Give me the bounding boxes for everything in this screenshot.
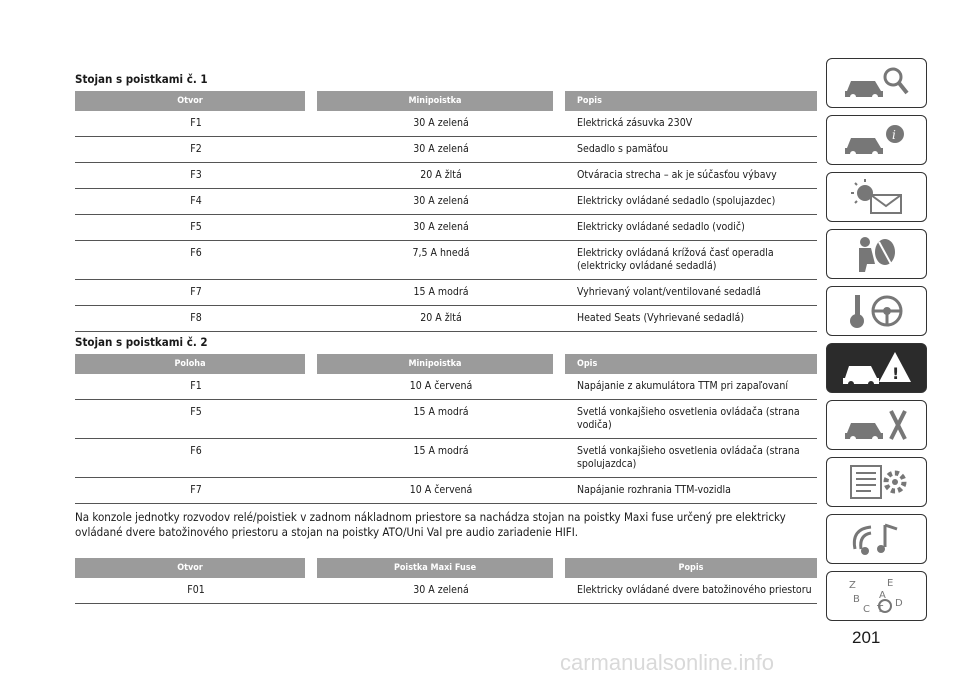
col-header-popis: Popis (565, 558, 817, 578)
table-row (75, 400, 817, 439)
cell-fuse: 30 A zelená (317, 189, 565, 215)
cell-slot: F6 (75, 439, 317, 478)
table-row (75, 478, 817, 504)
col-header-poloha: Poloha (75, 354, 317, 374)
cell-fuse: 20 A žltá (317, 163, 565, 189)
cell-description: Elektricky ovládané sedadlo (spolujazdec) (565, 189, 817, 215)
car-breakdown-icon (841, 348, 913, 388)
table-row (75, 374, 817, 400)
col-header-otvor: Otvor (75, 91, 317, 111)
svg-text:Z: Z (848, 580, 856, 591)
cell-fuse: 30 A zelená (317, 578, 565, 604)
table-row (75, 439, 817, 478)
main-content (75, 72, 817, 607)
tab-warning-lights[interactable] (826, 172, 927, 222)
tab-car-info[interactable] (826, 115, 927, 165)
page-number: 201 (852, 628, 881, 647)
cell-description: Napájanie rozhrania TTM-vozidla (565, 478, 817, 504)
svg-text:!: ! (891, 364, 899, 383)
table-row (75, 137, 817, 163)
fuse-table-2 (75, 354, 817, 504)
cell-description: Elektricky ovládané dvere batožinového priestoru (565, 578, 817, 604)
cell-fuse: 15 A modrá (317, 400, 565, 439)
table-row (75, 215, 817, 241)
cell-slot: F1 (75, 374, 317, 400)
technical-data-gear-icon (841, 462, 913, 502)
fuse-table-1 (75, 91, 817, 332)
cell-fuse: 30 A zelená (317, 215, 565, 241)
col-header-popis: Popis (565, 91, 817, 111)
cell-slot: F3 (75, 163, 317, 189)
table-row (75, 306, 817, 332)
cell-slot: F1 (75, 111, 317, 137)
col-header-opis: Opis (565, 354, 817, 374)
cell-slot: F7 (75, 478, 317, 504)
tab-servicing[interactable] (826, 400, 927, 450)
table-row (75, 578, 817, 604)
cell-slot: F5 (75, 215, 317, 241)
svg-text:i: i (891, 128, 896, 142)
alphabetical-index-icon (841, 576, 913, 616)
section2-title: Stojan s poistkami č. 2 (75, 335, 208, 349)
cell-fuse: 15 A modrá (317, 439, 565, 478)
cell-slot: F8 (75, 306, 317, 332)
cell-description: Svetlá vonkajšieho osvetlenia ovládača (strana spolujazdca) (565, 439, 817, 478)
cell-description: Sedadlo s pamäťou (565, 137, 817, 163)
svg-text:C: C (862, 604, 870, 615)
tab-index[interactable] (826, 571, 927, 621)
table-row (75, 111, 817, 137)
section1-title: Stojan s poistkami č. 1 (75, 72, 208, 86)
table-row (75, 280, 817, 306)
cell-slot: F4 (75, 189, 317, 215)
car-service-tools-icon (841, 405, 913, 445)
tab-emergency[interactable] (826, 343, 927, 393)
cell-fuse: 15 A modrá (317, 280, 565, 306)
fuse-table-3 (75, 558, 817, 604)
cell-fuse: 10 A červená (317, 374, 565, 400)
cell-fuse: 30 A zelená (317, 111, 565, 137)
chapter-sidebar (826, 58, 929, 628)
tab-car-search[interactable] (826, 58, 927, 108)
tab-starting-driving[interactable] (826, 286, 927, 336)
cell-description: Elektricky ovládané sedadlo (vodič) (565, 215, 817, 241)
cell-slot: F5 (75, 400, 317, 439)
cell-description: Vyhrievaný volant/ventilované sedadlá (565, 280, 817, 306)
car-info-icon (841, 120, 913, 160)
col-header-maxi-fuse: Poistka Maxi Fuse (317, 558, 565, 578)
cell-fuse: 7,5 A hnedá (317, 241, 565, 280)
watermark: carmanualsonline.info (560, 650, 775, 675)
cell-description: Elektricky ovládaná krížová časť operadla (elektricky ovládané sedadlá) (565, 241, 817, 280)
col-header-minipoistka: Minipoistka (317, 354, 565, 374)
cell-fuse: 30 A zelená (317, 137, 565, 163)
svg-text:A: A (878, 590, 886, 601)
cell-slot: F2 (75, 137, 317, 163)
svg-text:T: T (876, 604, 883, 615)
table-row (75, 189, 817, 215)
cell-description: Svetlá vonkajšieho osvetlenia ovládača (strana vodiča) (565, 400, 817, 439)
svg-text:B: B (852, 594, 860, 605)
col-header-minipoistka: Minipoistka (317, 91, 565, 111)
key-steering-wheel-icon (841, 291, 913, 331)
info-paragraph: Na konzole jednotky rozvodov relé/poistiek v zadnom nákladnom priestore sa nachádza stojan na poistky Maxi fuse určený pre elektricky ovládané dvere batožinového priestoru a stojan na poistky ATO/Uni Val pre audio zariadenie HIFI. (75, 510, 786, 539)
cell-description: Elektrická zásuvka 230V (565, 111, 817, 137)
tab-multimedia[interactable] (826, 514, 927, 564)
car-search-icon (841, 63, 913, 103)
cell-description: Heated Seats (Vyhrievané sedadlá) (565, 306, 817, 332)
table-row (75, 241, 817, 280)
warning-light-message-icon (841, 177, 913, 217)
cell-slot: F01 (75, 578, 317, 604)
cell-slot: F6 (75, 241, 317, 280)
svg-text:D: D (894, 598, 903, 609)
multimedia-music-icon (841, 519, 913, 559)
cell-fuse: 20 A žltá (317, 306, 565, 332)
table-row (75, 163, 817, 189)
airbag-safety-icon (841, 234, 913, 274)
tab-safety[interactable] (826, 229, 927, 279)
cell-description: Otváracia strecha – ak je súčasťou výbavy (565, 163, 817, 189)
tab-technical-data[interactable] (826, 457, 927, 507)
col-header-otvor: Otvor (75, 558, 317, 578)
cell-fuse: 10 A červená (317, 478, 565, 504)
svg-text:E: E (886, 578, 893, 589)
cell-description: Napájanie z akumulátora TTM pri zapaľovaní (565, 374, 817, 400)
cell-slot: F7 (75, 280, 317, 306)
